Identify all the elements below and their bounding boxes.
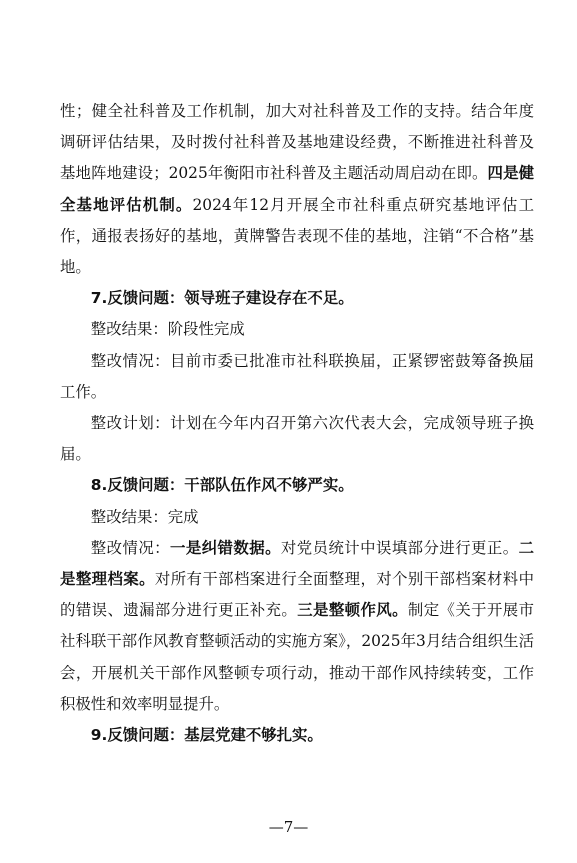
item-8-status (60, 533, 534, 720)
item-7-plan: 整改计划：计划在今年内召开第六次代表大会，完成领导班子换届。 (60, 414, 534, 464)
item-9-heading: 9.反馈问题：基层党建不够扎实。 (90, 726, 323, 745)
paragraph-text: 性；健全社科普及工作机制，加大对社科普及工作的支持。结合年度调研评估结果，及时拨付社科普及基地建设经费，不断推进社科普及基地阵地建设；2025年衡阳市社科普及主题活动周启动在即。 (60, 102, 534, 183)
paragraph-text: 对所有干部档案进行全面整理，对个别干部档案材料中的错误、遗漏部分进行更正补充。 (60, 570, 534, 620)
paragraph-text: 制定《关于开展市社科联干部作风教育整顿活动的实施方案》，2025年3月结合组织生活会，开展机关干部作风整顿专项行动，推动干部作风持续转变，工作积极性和效率明显提升。 (60, 601, 534, 713)
item-7-status: 整改情况：目前市委已批准市社科联换届，正紧锣密鼓筹备换届工作。 (60, 351, 534, 401)
item-7-heading: 7.反馈问题：领导班子建设存在不足。 (90, 289, 354, 308)
paragraph-base-evaluation (60, 96, 534, 283)
document-body (60, 96, 534, 751)
item-7-result: 整改结果：阶段性完成 (90, 320, 245, 339)
page-number: —7— (268, 818, 309, 836)
paragraph-text: 2024年12月开展全市社科重点研究基地评估工作，通报表扬好的基地，黄牌警告表现不佳的基地，注销“不合格”基地。 (60, 195, 534, 277)
bold-lead-phrase: 四是健全基地评估机制。 (60, 164, 534, 214)
bold-lead-phrase: 三是整顿作风。 (297, 601, 408, 620)
item-8-heading: 8.反馈问题：干部队伍作风不够严实。 (90, 476, 354, 495)
bold-lead-phrase: 二是整理档案。 (60, 538, 534, 589)
bold-lead-phrase: 一是纠错数据。 (170, 538, 281, 557)
paragraph-text: 对党员统计中误填部分进行更正。 (280, 538, 519, 557)
status-prefix: 整改情况： (90, 538, 171, 557)
item-8-result: 整改结果：完成 (90, 507, 199, 526)
